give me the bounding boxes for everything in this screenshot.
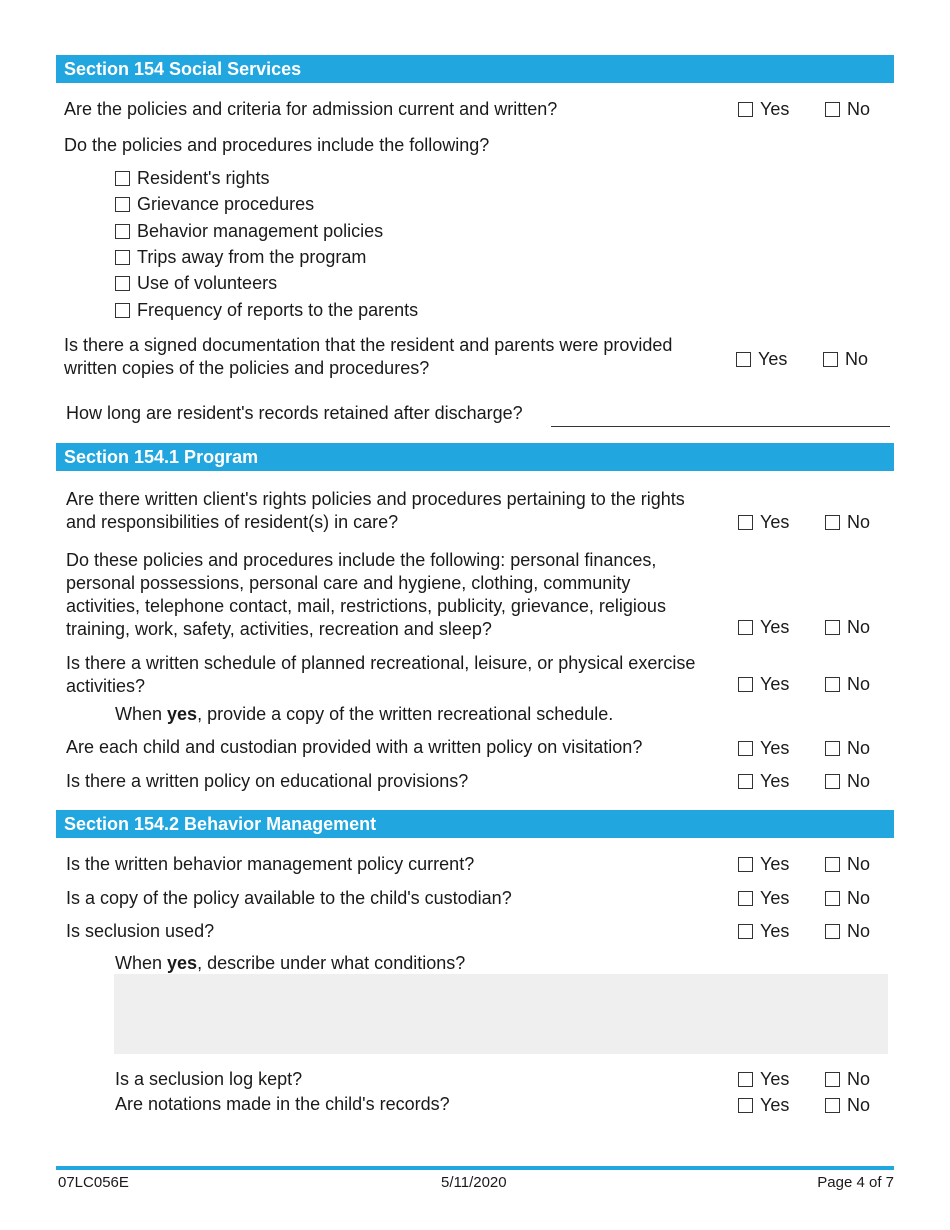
checkbox[interactable] (115, 171, 130, 186)
checkbox[interactable] (738, 891, 753, 906)
checkbox[interactable] (825, 891, 840, 906)
checkbox[interactable] (115, 276, 130, 291)
question-educational-policy: Is there a written policy on educational provisions? (66, 771, 469, 791)
question-signed-documentation: Is there a signed documentation that the resident and parents were provided written copies of the policies and procedures? (64, 335, 673, 378)
client-rights-no-option[interactable]: No (825, 511, 870, 533)
question-client-rights: Are there written client's rights policies and procedures pertaining to the rights and responsibilities of resident(s) in care? (66, 489, 685, 532)
seclusion-conditions-textarea[interactable] (114, 974, 888, 1054)
checkbox[interactable] (738, 1098, 753, 1113)
recreation-yes-option[interactable]: Yes (738, 673, 789, 695)
checkbox[interactable] (738, 774, 753, 789)
checkbox[interactable] (738, 857, 753, 872)
section-154-2-header: Section 154.2 Behavior Management (56, 810, 894, 838)
checklist-item-trips[interactable]: Trips away from the program (115, 246, 366, 268)
checklist-item-volunteers[interactable]: Use of volunteers (115, 272, 277, 294)
checklist-item-behavior[interactable]: Behavior management policies (115, 220, 383, 242)
question-record-notations: Are notations made in the child's records? (115, 1094, 450, 1114)
checkbox[interactable] (738, 515, 753, 530)
seclusion-yes-option[interactable]: Yes (738, 920, 789, 942)
question-behavior-policy-current: Is the written behavior management policy current? (66, 854, 475, 874)
recreation-no-option[interactable]: No (825, 673, 870, 695)
educational-no-option[interactable]: No (825, 770, 870, 792)
visitation-yes-option[interactable]: Yes (738, 737, 789, 759)
checkbox[interactable] (738, 924, 753, 939)
question-seclusion-used: Is seclusion used? (66, 921, 215, 941)
checkbox[interactable] (823, 352, 838, 367)
checkbox[interactable] (738, 1072, 753, 1087)
admission-yes-option[interactable]: Yes (738, 98, 789, 120)
policy-available-yes-option[interactable]: Yes (738, 887, 789, 909)
checkbox[interactable] (738, 620, 753, 635)
checkbox[interactable] (115, 303, 130, 318)
checkbox[interactable] (825, 924, 840, 939)
checkbox[interactable] (738, 741, 753, 756)
seclusion-log-no-option[interactable]: No (825, 1068, 870, 1090)
checklist-item-residents-rights[interactable]: Resident's rights (115, 167, 270, 189)
policy-topics-yes-option[interactable]: Yes (738, 616, 789, 638)
client-rights-yes-option[interactable]: Yes (738, 511, 789, 533)
footer-date: 5/11/2020 (441, 1174, 507, 1191)
behavior-current-no-option[interactable]: No (825, 853, 870, 875)
checkbox[interactable] (825, 620, 840, 635)
checkbox[interactable] (825, 515, 840, 530)
checkbox[interactable] (825, 774, 840, 789)
checkbox[interactable] (738, 102, 753, 117)
section-154-1-header: Section 154.1 Program (56, 443, 894, 471)
educational-yes-option[interactable]: Yes (738, 770, 789, 792)
checklist-item-reports[interactable]: Frequency of reports to the parents (115, 299, 418, 321)
records-retention-input-line[interactable] (551, 426, 890, 427)
checkbox[interactable] (115, 224, 130, 239)
footer-page-number: Page 4 of 7 (817, 1174, 894, 1191)
checkbox[interactable] (825, 677, 840, 692)
signed-doc-yes-option[interactable]: Yes (736, 348, 787, 370)
policy-topics-no-option[interactable]: No (825, 616, 870, 638)
checkbox[interactable] (115, 197, 130, 212)
recreation-schedule-note: When yes, provide a copy of the written recreational schedule. (115, 704, 614, 724)
signed-doc-no-option[interactable]: No (823, 348, 868, 370)
checkbox[interactable] (825, 741, 840, 756)
visitation-no-option[interactable]: No (825, 737, 870, 759)
question-policies-include: Do the policies and procedures include the following? (64, 135, 490, 155)
question-records-retention: How long are resident's records retained after discharge? (66, 403, 523, 423)
checklist-item-grievance[interactable]: Grievance procedures (115, 193, 314, 215)
seclusion-conditions-note: When yes, describe under what conditions? (115, 953, 466, 973)
checkbox[interactable] (825, 102, 840, 117)
seclusion-no-option[interactable]: No (825, 920, 870, 942)
behavior-current-yes-option[interactable]: Yes (738, 853, 789, 875)
checkbox[interactable] (738, 677, 753, 692)
admission-no-option[interactable]: No (825, 98, 870, 120)
checkbox[interactable] (825, 1098, 840, 1113)
policy-available-no-option[interactable]: No (825, 887, 870, 909)
section-154-header: Section 154 Social Services (56, 55, 894, 83)
question-policy-available: Is a copy of the policy available to the child's custodian? (66, 888, 512, 908)
question-admission-policies: Are the policies and criteria for admission current and written? (64, 99, 558, 119)
notations-no-option[interactable]: No (825, 1094, 870, 1116)
checkbox[interactable] (736, 352, 751, 367)
question-visitation-policy: Are each child and custodian provided with a written policy on visitation? (66, 737, 643, 757)
checkbox[interactable] (115, 250, 130, 265)
footer-rule (56, 1166, 894, 1170)
checkbox[interactable] (825, 857, 840, 872)
question-seclusion-log: Is a seclusion log kept? (115, 1069, 303, 1089)
notations-yes-option[interactable]: Yes (738, 1094, 789, 1116)
footer-form-number: 07LC056E (58, 1174, 129, 1191)
checkbox[interactable] (825, 1072, 840, 1087)
question-recreation-schedule: Is there a written schedule of planned recreational, leisure, or physical exercise activities? (66, 653, 696, 696)
question-policies-topics: Do these policies and procedures include the following: personal finances, personal possessions, personal care and hygiene, clothing, community activities, telephone contact, mail, restrictions, publicity, grievance, religious training, work, safety, activities, recreation and sleep? (66, 550, 666, 639)
seclusion-log-yes-option[interactable]: Yes (738, 1068, 789, 1090)
